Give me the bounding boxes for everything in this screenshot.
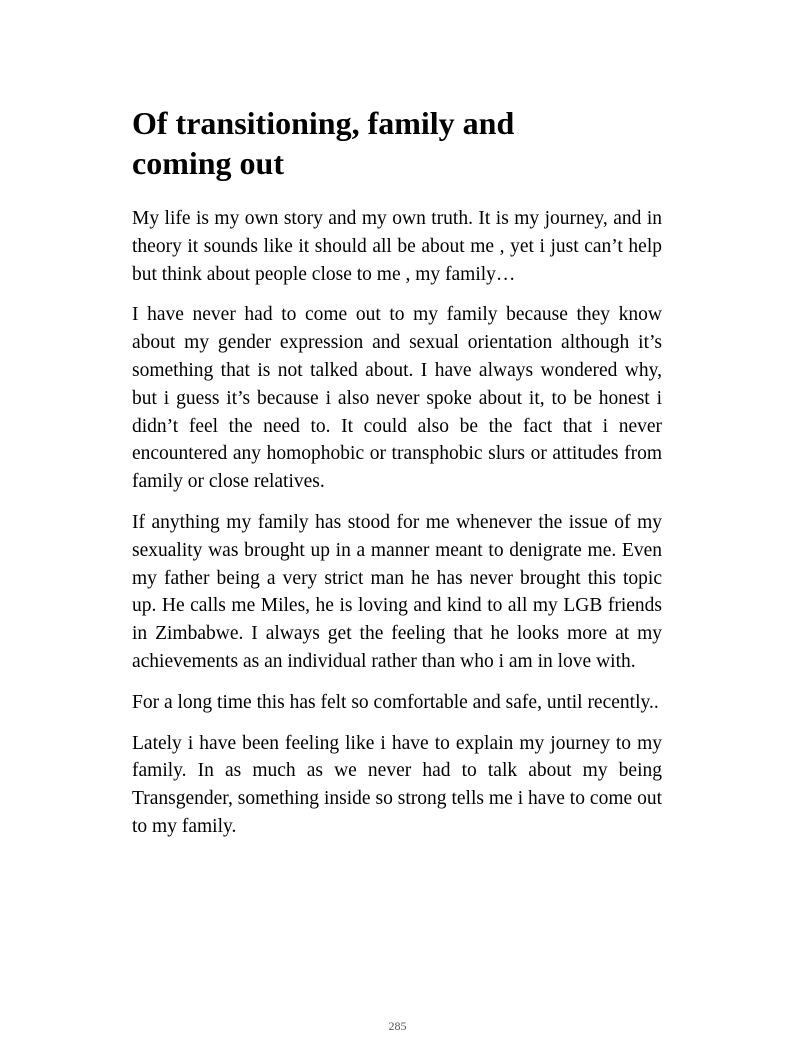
paragraph-5: Lately i have been feeling like i have to explain my journey to my family. In as much as we never had to talk about my being Transgender, something inside so strong tells me i have to come out to my family. [132,732,662,837]
page-title: Of transitioning, family and coming out [132,105,515,181]
page-number: 285 [388,1019,407,1033]
paragraph-2: I have never had to come out to my family because they know about my gender expression and sexual orientation although it’s something that is not talked about. I have always wondered why, but i guess it’s because i also never spoke about it, to be honest i didn’t feel the need to. It could also be the fact that i never encountered any homophobic or transphobic slurs or attitudes from family or close relatives. [132,304,662,493]
body-text [132,205,662,854]
paragraph-1: My life is my own story and my own truth. It is my journey, and in theory it sounds like it should all be about me , yet i just can’t help but think about people close to me , my family… [132,208,662,285]
paragraph-3: If anything my family has stood for me whenever the issue of my sexuality was brought up in a manner meant to denigrate me. Even my father being a very strict man he has never brought this topic up. He calls me Miles, he is loving and kind to all my LGB friends in Zimbabwe. I always get the feeling that he looks more at my achievements as an individual rather than who i am in love with. [132,511,662,672]
paragraph-4: For a long time this has felt so comfortable and safe, until recently.. [132,691,659,713]
